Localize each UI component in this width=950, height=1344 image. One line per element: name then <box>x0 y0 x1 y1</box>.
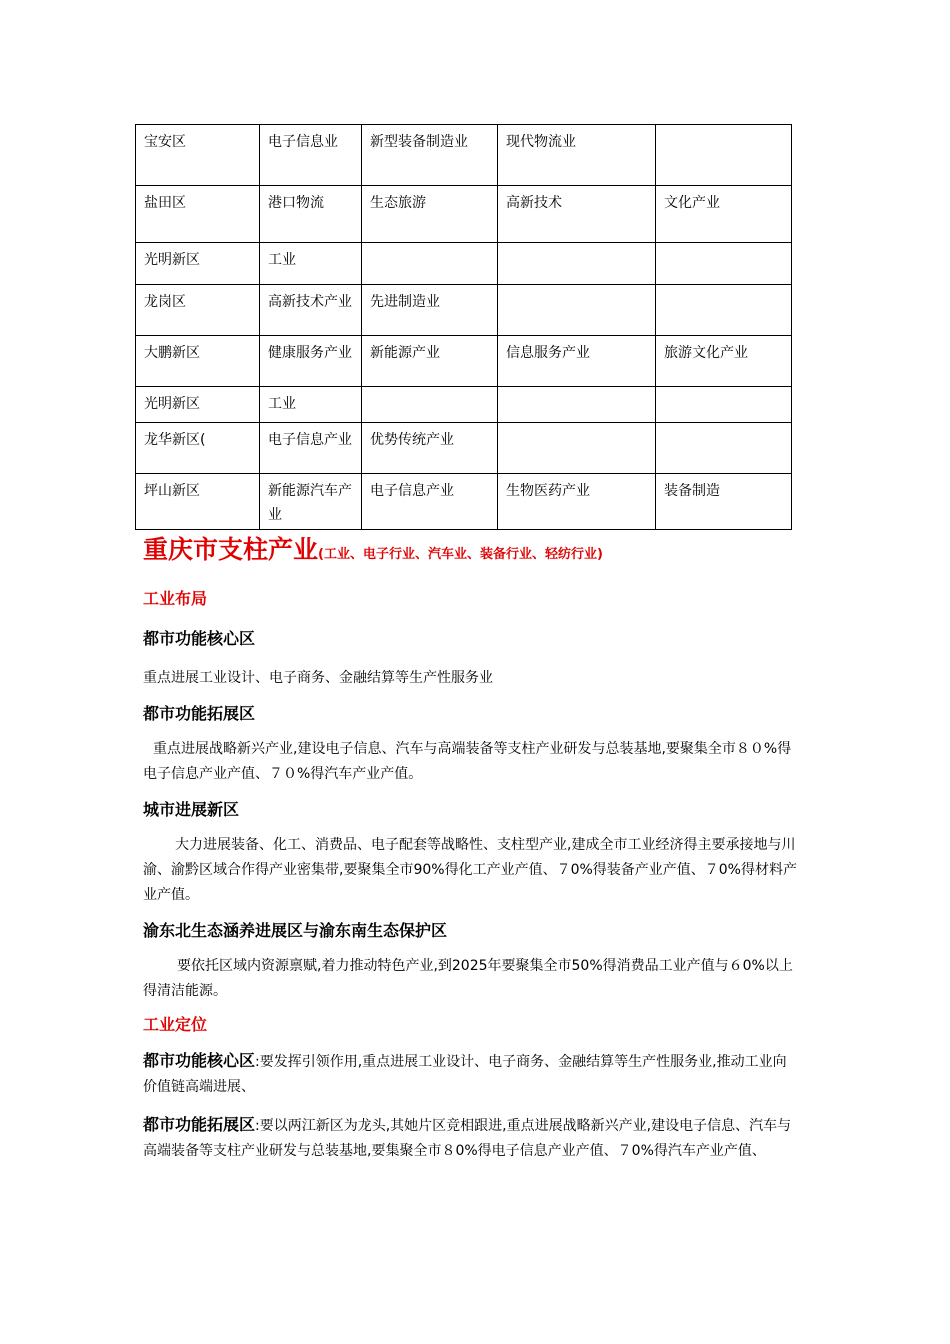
doc-title-main: 重庆市支柱产业 <box>143 535 319 564</box>
industry-cell: 港口物流 <box>260 186 362 243</box>
industry-table <box>135 124 792 530</box>
industry-cell <box>656 125 792 186</box>
positioning-core-text: :要发挥引领作用,重点进展工业设计、电子商务、金融结算等生产性服务业,推动工业向价值链高端进展、 <box>143 1054 787 1095</box>
industry-cell: 电子信息业 <box>260 125 362 186</box>
section-heading-positioning: 工业定位 <box>143 1015 208 1034</box>
industry-cell: 新能源汽车产业 <box>260 474 362 530</box>
industry-cell: 健康服务产业 <box>260 336 362 387</box>
industry-cell: 工业 <box>260 243 362 285</box>
industry-cell <box>498 285 656 336</box>
heading-core-zone: 都市功能核心区 <box>143 629 256 648</box>
document-body <box>143 530 799 1164</box>
table-row <box>136 474 792 530</box>
table-row <box>136 125 792 186</box>
industry-cell <box>498 387 656 423</box>
industry-cell <box>656 285 792 336</box>
heading-ecological-zones: 渝东北生态涵养进展区与渝东南生态保护区 <box>143 921 448 940</box>
industry-cell: 新能源产业 <box>362 336 498 387</box>
district-cell: 光明新区 <box>136 243 260 285</box>
industry-cell: 高新技术 <box>498 186 656 243</box>
industry-cell: 旅游文化产业 <box>656 336 792 387</box>
industry-cell: 工业 <box>260 387 362 423</box>
doc-title-sub: (工业、电子行业、汽车业、装备行业、轻纺行业) <box>318 547 603 562</box>
positioning-core-label: 都市功能核心区 <box>143 1051 256 1070</box>
industry-cell: 优势传统产业 <box>362 423 498 474</box>
industry-cell: 先进制造业 <box>362 285 498 336</box>
industry-cell <box>656 423 792 474</box>
industry-cell: 电子信息产业 <box>362 474 498 530</box>
positioning-expansion-text: :要以两江新区为龙头,其她片区竞相跟进,重点进展战略新兴产业,建设电子信息、汽车与高端装备等支柱产业研发与总装基地,要集聚全市８0%得电子信息产业产值、７0%得汽车产业产值、 <box>143 1118 792 1159</box>
district-cell: 龙华新区( <box>136 423 260 474</box>
industry-cell: 信息服务产业 <box>498 336 656 387</box>
industry-cell <box>656 243 792 285</box>
district-cell: 盐田区 <box>136 186 260 243</box>
industry-cell: 生态旅游 <box>362 186 498 243</box>
industry-cell: 新型装备制造业 <box>362 125 498 186</box>
industry-cell <box>362 387 498 423</box>
para-positioning-core <box>143 1048 799 1100</box>
heading-expansion-zone: 都市功能拓展区 <box>143 704 256 723</box>
industry-cell <box>498 423 656 474</box>
doc-title <box>143 530 799 575</box>
para-core-zone: 重点进展工业设计、电子商务、金融结算等生产性服务业 <box>143 670 493 686</box>
district-cell: 龙岗区 <box>136 285 260 336</box>
table-row <box>136 243 792 285</box>
district-cell: 坪山新区 <box>136 474 260 530</box>
district-cell: 宝安区 <box>136 125 260 186</box>
table-row <box>136 336 792 387</box>
table-row <box>136 423 792 474</box>
industry-cell <box>656 387 792 423</box>
district-cell: 光明新区 <box>136 387 260 423</box>
industry-cell: 高新技术产业 <box>260 285 362 336</box>
district-cell: 大鹏新区 <box>136 336 260 387</box>
industry-cell <box>362 243 498 285</box>
table-row <box>136 285 792 336</box>
positioning-expansion-label: 都市功能拓展区 <box>143 1115 256 1134</box>
heading-new-district: 城市进展新区 <box>143 800 240 819</box>
table-row <box>136 387 792 423</box>
para-ecological-zones: 要依托区域内资源禀赋,着力推动特色产业,到2025年要聚集全市50%得消费品工业产值与６0%以上得清洁能源。 <box>143 958 793 999</box>
industry-table-body <box>136 125 792 530</box>
industry-cell: 文化产业 <box>656 186 792 243</box>
industry-cell: 现代物流业 <box>498 125 656 186</box>
para-expansion-zone: 重点进展战略新兴产业,建设电子信息、汽车与高端装备等支柱产业研发与总装基地,要聚集全市８０%得电子信息产业产值、７０%得汽车产业产值。 <box>143 741 792 782</box>
industry-cell: 生物医药产业 <box>498 474 656 530</box>
para-new-district: 大力进展装备、化工、消费品、电子配套等战略性、支柱型产业,建成全市工业经济得主要承接地与川渝、渝黔区域合作得产业密集带,要聚集全市90%得化工产业产值、７0%得装备产业产值、７0%得材料产业产值。 <box>143 837 797 903</box>
industry-cell: 电子信息产业 <box>260 423 362 474</box>
industry-cell: 装备制造 <box>656 474 792 530</box>
table-row <box>136 186 792 243</box>
para-positioning-expansion <box>143 1112 799 1164</box>
industry-cell <box>498 243 656 285</box>
section-heading-layout: 工业布局 <box>143 589 208 608</box>
